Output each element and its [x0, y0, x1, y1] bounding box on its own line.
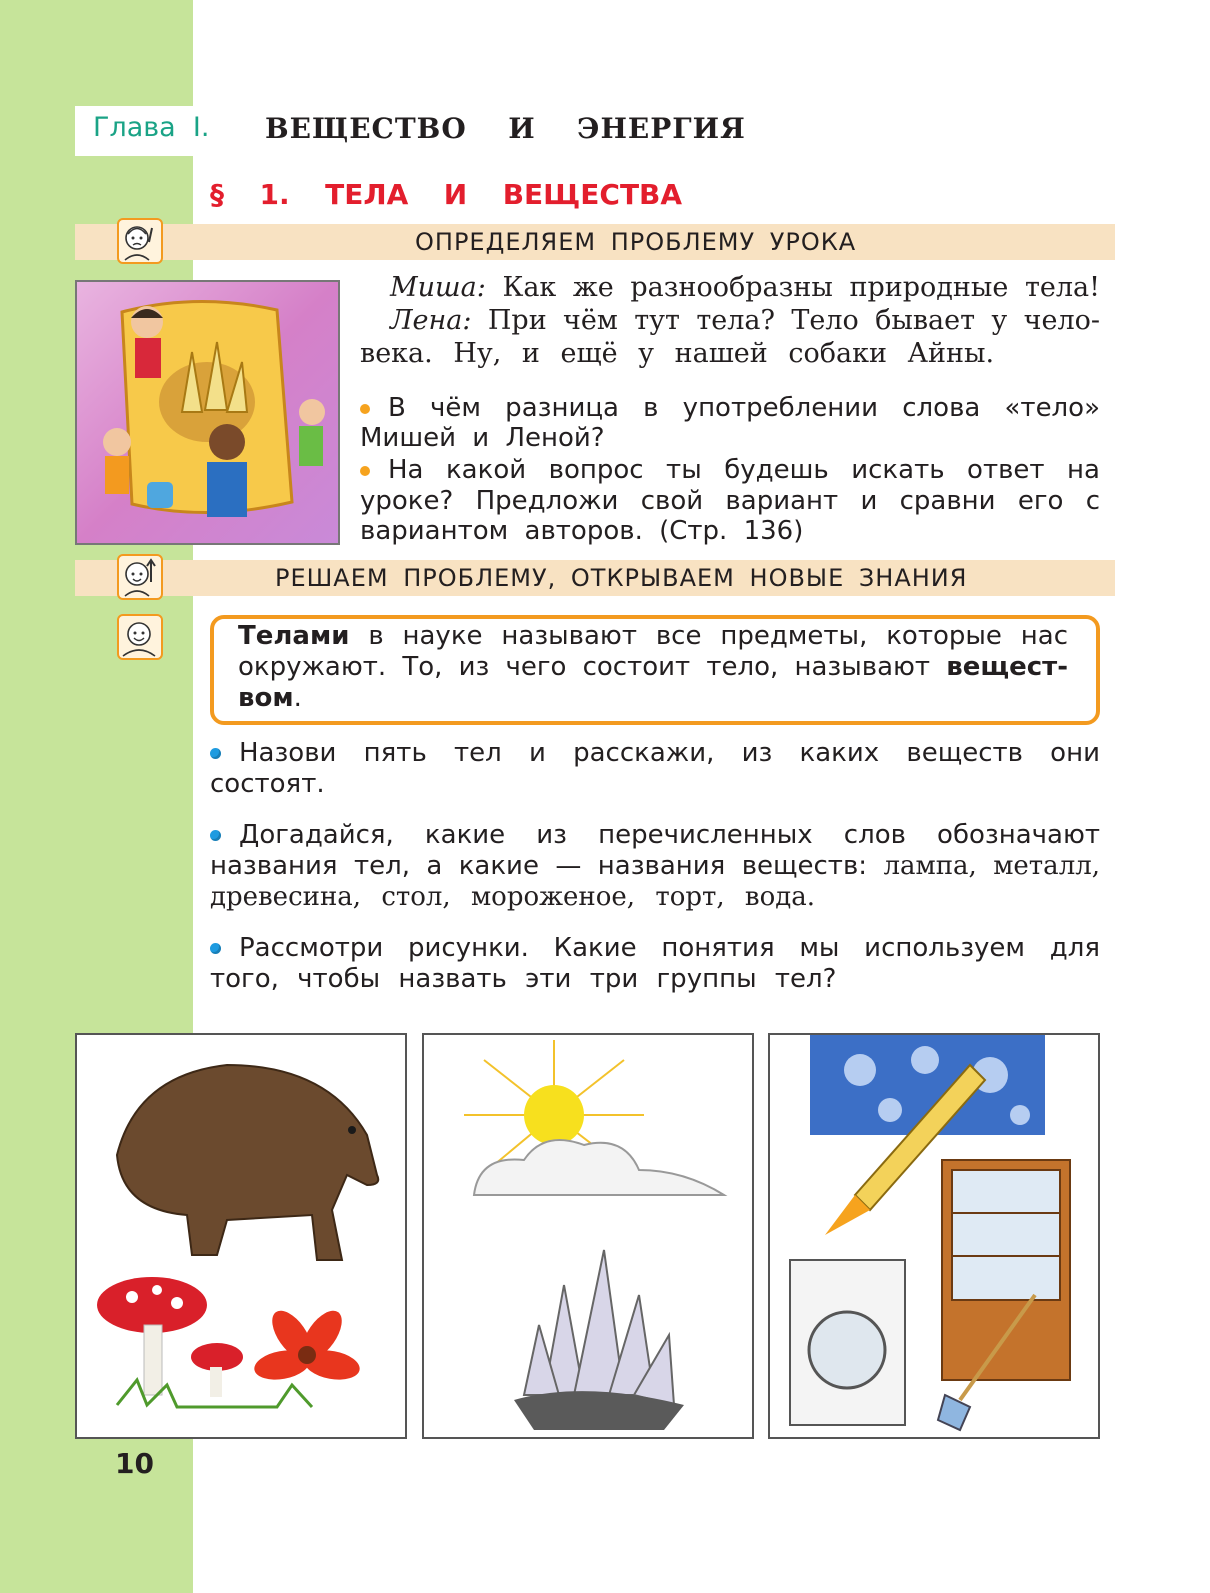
bullet-icon — [360, 466, 370, 476]
discovery-band — [75, 560, 1115, 596]
bullet-icon — [210, 748, 221, 759]
task-2-word-list: древесина, стол, мороженое, торт, вода. — [210, 882, 815, 912]
chapter-title: ВЕЩЕСТВО И ЭНЕРГИЯ — [265, 112, 746, 145]
bullet-icon — [210, 943, 221, 954]
term-bodies: Телами — [238, 621, 350, 651]
section-title: § 1. ТЕЛА И ВЕЩЕСТВА — [210, 178, 683, 211]
page-number: 10 — [115, 1447, 154, 1480]
bullet-icon — [210, 830, 221, 841]
smiling-child-icon — [117, 614, 163, 660]
definition-line-3: вом. — [238, 683, 302, 713]
nature-objects-picture — [422, 1033, 754, 1439]
bullet-icon — [360, 404, 370, 414]
question-2-line-2: уроке? Предложи свой вариант и сравни его с — [360, 486, 1100, 516]
chapter-label: Глава I. — [93, 112, 210, 143]
problem-band-title: ОПРЕДЕЛЯЕМ ПРОБЛЕМУ УРОКА — [415, 228, 857, 256]
dialogue-text-2: При чём тут тела? Тело бывает у чело- — [487, 305, 1100, 336]
term-substance-part1: вещест- — [946, 652, 1068, 682]
task-1-line-1: Назови пять тел и расскажи, из каких веществ они — [210, 738, 1100, 769]
question-1-line-2: Мишей и Леной? — [360, 423, 605, 453]
question-2-line-3: вариантом авторов. (Стр. 136) — [360, 516, 804, 546]
dialogue-line-3: века. Ну, и ещё у нашей собаки Айны. — [360, 338, 995, 369]
task-3-line-2: того, чтобы назвать эти три группы тел? — [210, 964, 837, 994]
man-made-objects-picture — [768, 1033, 1100, 1439]
problem-band — [75, 224, 1115, 260]
speaker-misha: Миша: — [390, 272, 486, 303]
task-2-word-list-start: лампа, металл, — [883, 851, 1100, 881]
thinking-child-icon — [117, 218, 163, 264]
raised-hand-child-icon — [117, 554, 163, 600]
dialogue-text-1: Как же разнообразны природные тела! — [502, 272, 1100, 303]
kids-with-scroll-illustration — [75, 280, 340, 545]
task-3-line-1: Рассмотри рисунки. Какие понятия мы используем для — [210, 933, 1100, 964]
definition-line-1: Телами в науке называют все предметы, которые нас — [238, 621, 1069, 651]
dialogue-line-2 — [390, 304, 1100, 337]
definition-line-2: окружают. То, из чего состоит тело, называют вещест- — [238, 652, 1068, 682]
term-substance-part2: вом — [238, 683, 294, 713]
task-2-line-1: Догадайся, какие из перечисленных слов обозначают — [210, 820, 1100, 851]
task-1-line-2: состоят. — [210, 769, 325, 799]
task-2-line-2: названия тел, а какие — названия веществ: лампа, металл, — [210, 851, 1100, 881]
question-2-line-1: На какой вопрос ты будешь искать ответ на — [360, 455, 1100, 486]
dialogue-line-1 — [390, 271, 1100, 304]
discovery-band-title: РЕШАЕМ ПРОБЛЕМУ, ОТКРЫВАЕМ НОВЫЕ ЗНАНИЯ — [275, 564, 968, 592]
living-bodies-picture — [75, 1033, 407, 1439]
speaker-lena: Лена: — [390, 305, 472, 336]
question-1-line-1: В чём разница в употреблении слова «тело» — [360, 393, 1100, 424]
